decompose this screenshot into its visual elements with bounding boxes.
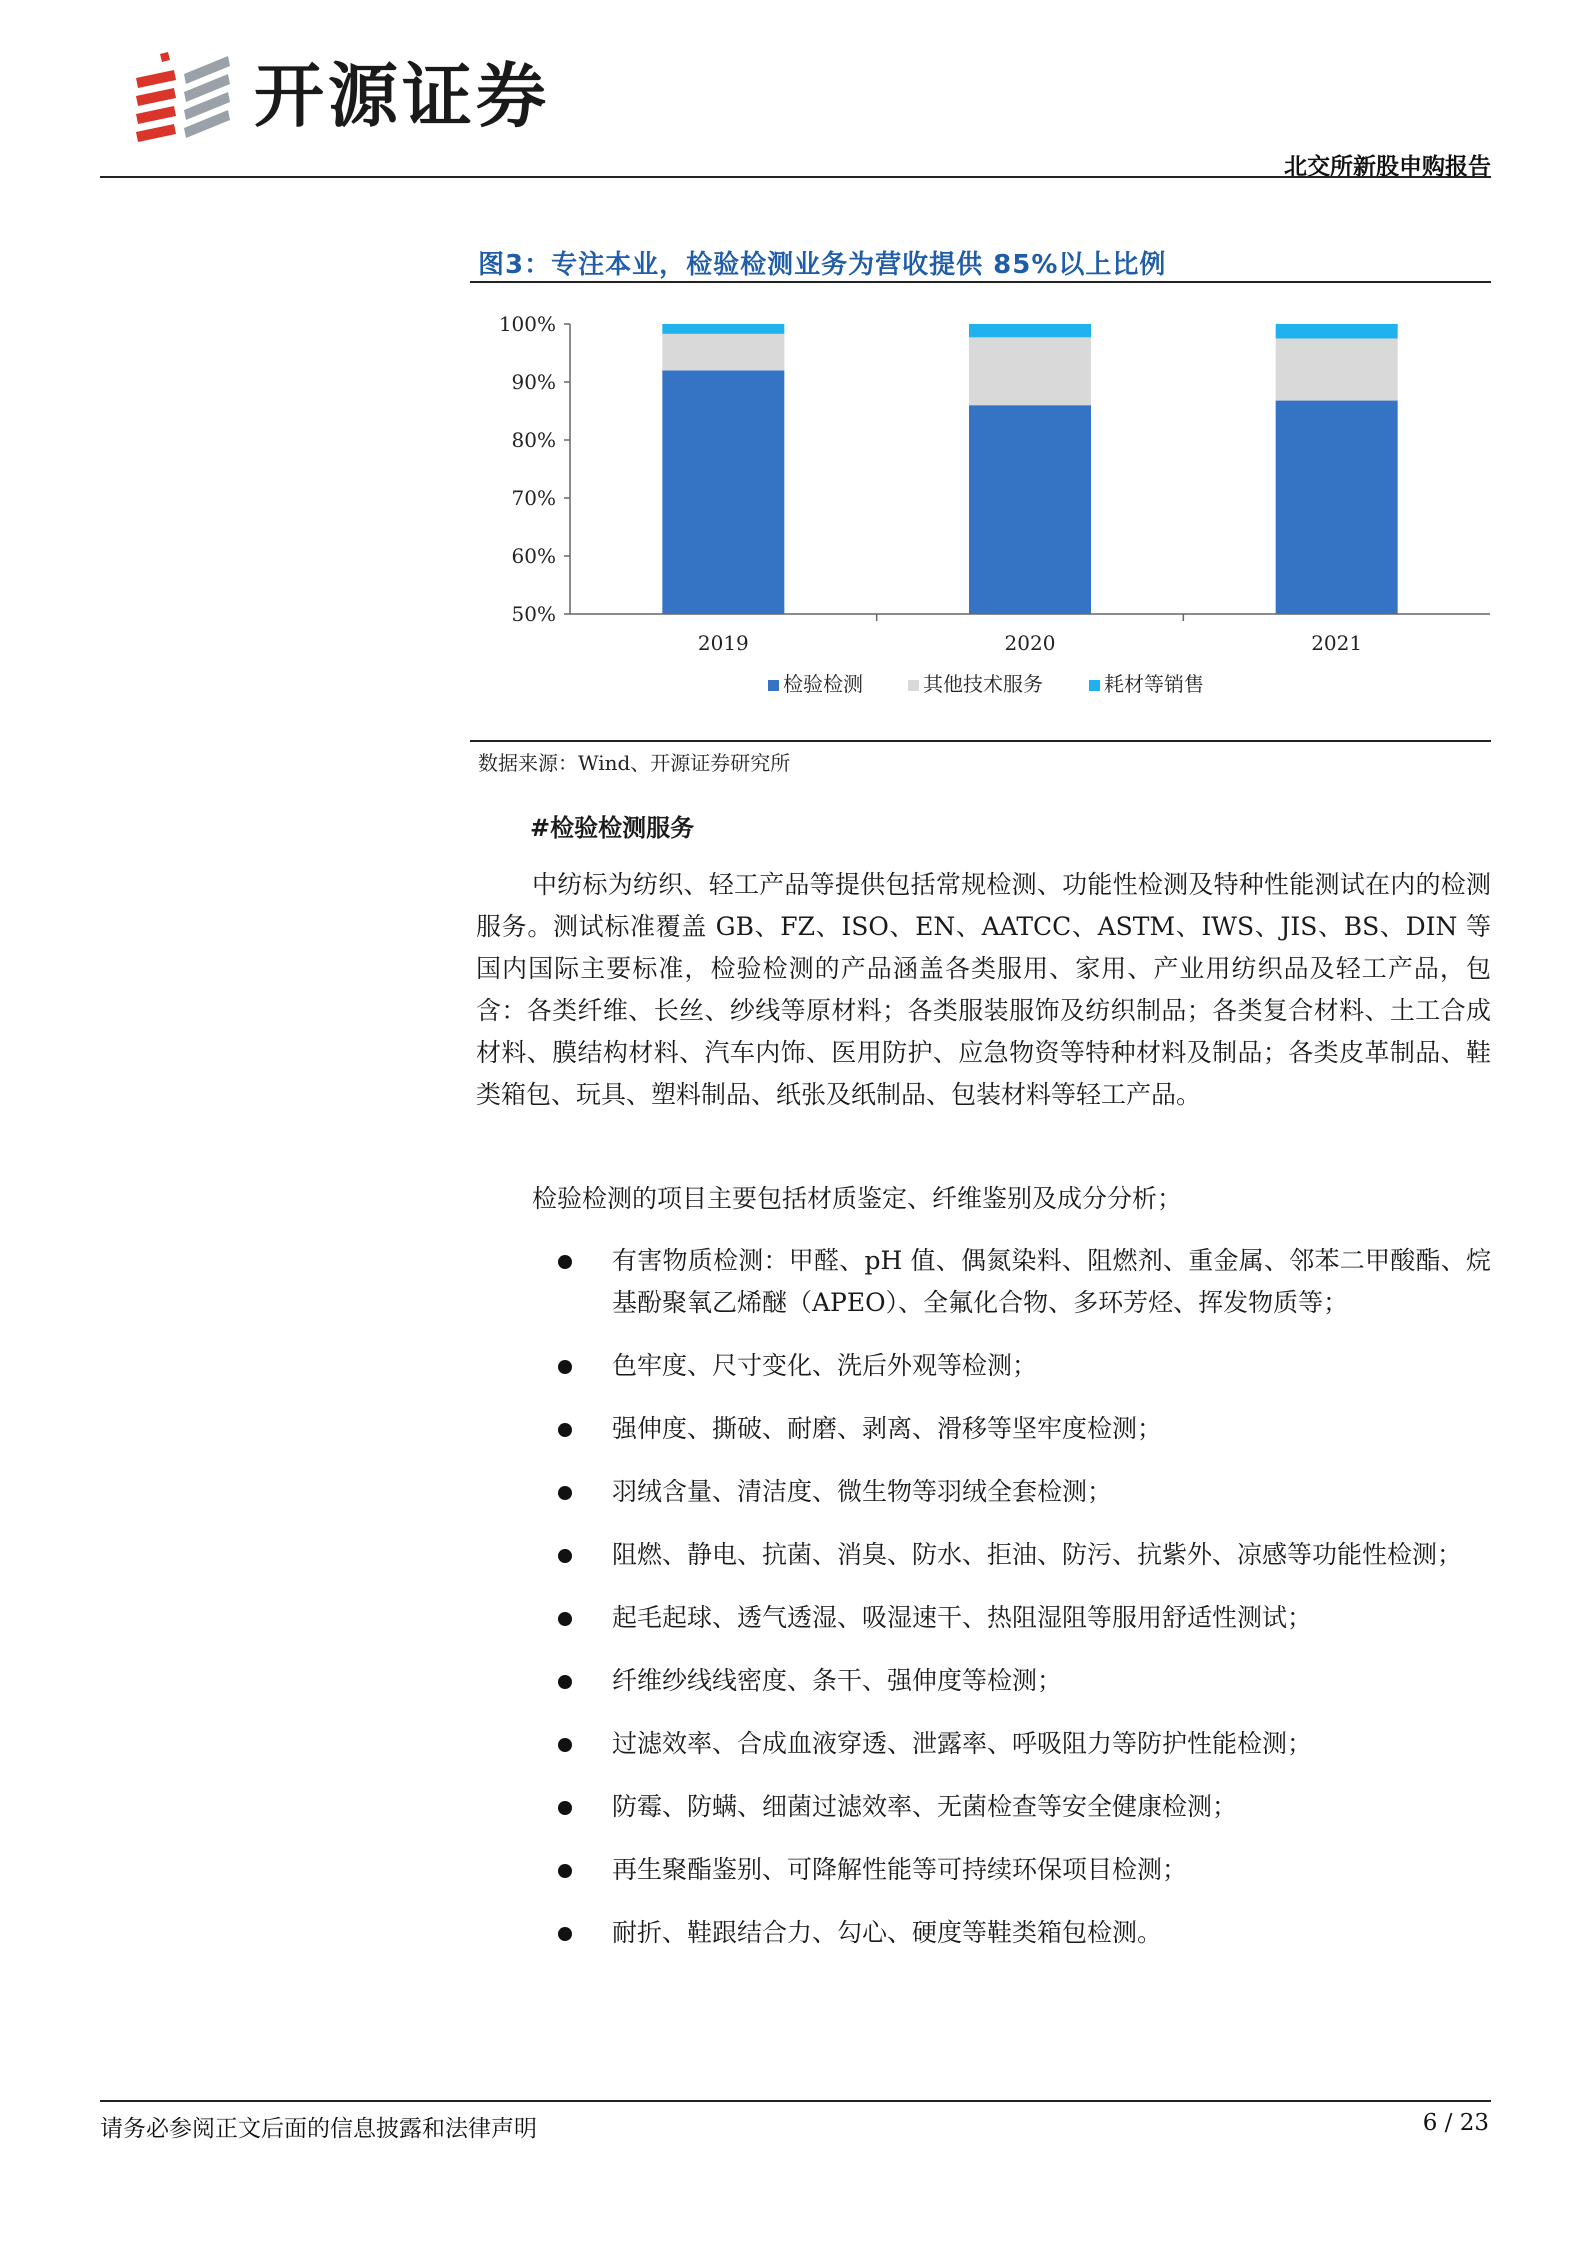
bullet-icon (558, 1675, 572, 1689)
y-tick-label: 90% (511, 370, 556, 394)
header-divider (100, 176, 1491, 178)
list-item: 起毛起球、透气透湿、吸湿速干、热阻湿阻等服用舒适性测试； (548, 1597, 1491, 1639)
x-tick-label: 2020 (1004, 631, 1056, 655)
list-item: 耐折、鞋跟结合力、勾心、硬度等鞋类箱包检测。 (548, 1912, 1491, 1954)
bullet-icon (558, 1612, 572, 1626)
legend-label: 其他技术服务 (923, 672, 1043, 696)
bullet-icon (558, 1549, 572, 1563)
list-item: 色牢度、尺寸变化、洗后外观等检测； (548, 1345, 1491, 1387)
bar-segment (662, 334, 784, 371)
bullet-icon (558, 1486, 572, 1500)
bar-segment (969, 337, 1091, 405)
bar-segment (1276, 339, 1398, 401)
y-tick-label: 60% (511, 544, 556, 568)
y-tick-label: 70% (511, 486, 556, 510)
section-title: #检验检测服务 (530, 814, 695, 842)
list-item: 阻燃、静电、抗菌、消臭、防水、拒油、防污、抗紫外、凉感等功能性检测； (548, 1534, 1491, 1576)
figure-source: 数据来源：Wind、开源证券研究所 (478, 751, 791, 775)
y-tick-label: 80% (511, 428, 556, 452)
list-item: 纤维纱线线密度、条干、强伸度等检测； (548, 1660, 1491, 1702)
bullet-icon (558, 1255, 572, 1269)
bullet-icon (558, 1423, 572, 1437)
list-item: 羽绒含量、清洁度、微生物等羽绒全套检测； (548, 1471, 1491, 1513)
company-name: 开源证券 (254, 55, 550, 137)
logo-mark-icon (130, 48, 240, 144)
figure-bottom-divider (470, 740, 1491, 742)
list-item: 防霉、防螨、细菌过滤效率、无菌检查等安全健康检测； (548, 1786, 1491, 1828)
bar-segment (969, 324, 1091, 337)
bar-segment (662, 370, 784, 614)
bar-segment (662, 324, 784, 334)
company-logo (130, 48, 550, 144)
list-item: 强伸度、撕破、耐磨、剥离、滑移等坚牢度检测； (548, 1408, 1491, 1450)
legend-label: 耗材等销售 (1104, 672, 1204, 696)
y-tick-label: 50% (511, 602, 556, 626)
list-item: 再生聚酯鉴别、可降解性能等可持续环保项目检测； (548, 1849, 1491, 1891)
x-tick-label: 2019 (697, 631, 749, 655)
legend-label: 检验检测 (783, 672, 863, 696)
list-item: 过滤效率、合成血液穿透、泄露率、呼吸阻力等防护性能检测； (548, 1723, 1491, 1765)
list-item: 有害物质检测：甲醛、pH 值、偶氮染料、阻燃剂、重金属、邻苯二甲酸酯、烷基酚聚氧乙烯醚（APEO）、全氟化合物、多环芳烃、挥发物质等； (548, 1240, 1491, 1324)
test-items-list (548, 1240, 1491, 1975)
legend-swatch (908, 680, 919, 691)
footer-disclaimer: 请务必参阅正文后面的信息披露和法律声明 (100, 2116, 537, 2142)
bullet-icon (558, 1360, 572, 1374)
footer-divider (100, 2100, 1491, 2102)
bullet-icon (558, 1801, 572, 1815)
report-type: 北交所新股申购报告 (1284, 154, 1491, 180)
y-tick-label: 100% (498, 312, 556, 336)
legend-swatch (768, 680, 779, 691)
paragraph-items-intro: 检验检测的项目主要包括材质鉴定、纤维鉴别及成分分析； (532, 1184, 1183, 1213)
x-tick-label: 2021 (1311, 631, 1363, 655)
figure-title: 图3：专注本业，检验检测业务为营收提供 85%以上比例 (478, 250, 1167, 280)
bar-segment (1276, 401, 1398, 614)
legend-swatch (1089, 680, 1100, 691)
bullet-icon (558, 1864, 572, 1878)
stacked-bar-chart (470, 290, 1491, 730)
figure-top-divider (470, 281, 1491, 283)
bullet-icon (558, 1738, 572, 1752)
bar-segment (1276, 324, 1398, 339)
paragraph-intro: 中纺标为纺织、轻工产品等提供包括常规检测、功能性检测及特种性能测试在内的检测服务。测试标准覆盖 GB、FZ、ISO、EN、AATCC、ASTM、IWS、JIS、BS、DIN 等国内国际主要标准，检验检测的产品涵盖各类服用、家用、产业用纺织品及轻工产品，包含：各类纤维、长丝、纱线等原材料；各类服装服饰及纺织制品；各类复合材料、土工合成材料、膜结构材料、汽车内饰、医用防护、应急物资等特种材料及制品；各类皮革制品、鞋类箱包、玩具、塑料制品、纸张及纸制品、包装材料等轻工产品。 (476, 870, 1491, 1109)
page-number: 6 / 23 (1422, 2110, 1489, 2136)
bullet-icon (558, 1927, 572, 1941)
bar-segment (969, 405, 1091, 614)
